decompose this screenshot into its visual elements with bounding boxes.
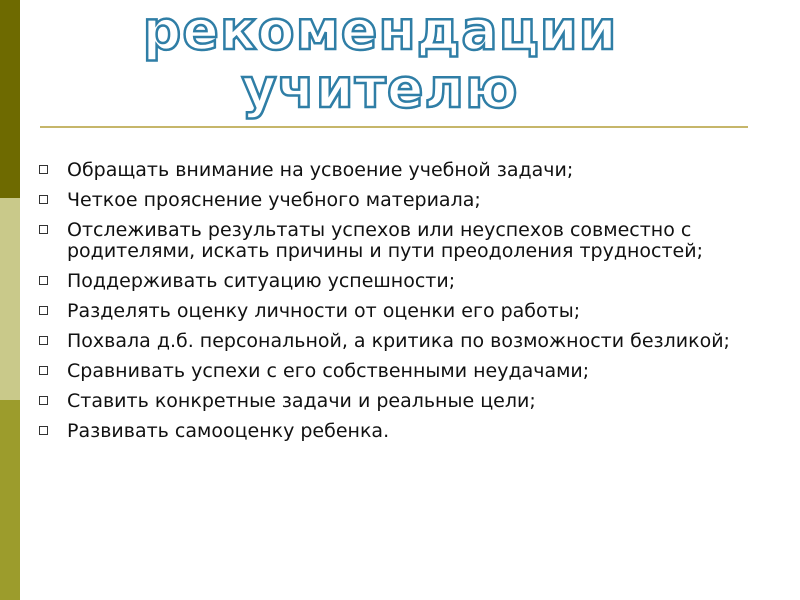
square-bullet-icon	[39, 165, 48, 174]
list-item	[38, 391, 758, 412]
square-bullet-icon	[39, 396, 48, 405]
list-item-text: Отслеживать результаты успехов или неуспехов совместно с родителями, искать причины и пути преодоления трудностей;	[67, 219, 703, 262]
square-bullet-icon	[39, 276, 48, 285]
recommendation-list	[38, 160, 758, 451]
square-bullet-icon	[39, 426, 48, 435]
list-item	[38, 421, 758, 442]
list-item	[38, 331, 758, 352]
list-item	[38, 190, 758, 211]
accent-bar-bottom	[0, 400, 20, 600]
square-bullet-icon	[39, 225, 48, 234]
square-bullet-icon	[39, 195, 48, 204]
square-bullet-icon	[39, 336, 48, 345]
list-item	[38, 271, 758, 292]
slide-title-line-2: учителю	[241, 57, 519, 120]
list-item-text: Развивать самооценку ребенка.	[67, 420, 390, 442]
list-item-text: Сравнивать успехи с его собственными неудачами;	[67, 360, 590, 382]
list-item-text: Похвала д.б. персональной, а критика по возможности безликой;	[67, 330, 730, 352]
list-item-text: Обращать внимание на усвоение учебной задачи;	[67, 159, 574, 181]
slide-title-line-1: рекомендации	[142, 0, 618, 62]
square-bullet-icon	[39, 306, 48, 315]
list-item-text: Поддерживать ситуацию успешности;	[67, 270, 456, 292]
list-item	[38, 220, 758, 262]
list-item-text: Четкое прояснение учебного материала;	[67, 189, 481, 211]
title-divider	[40, 126, 748, 128]
square-bullet-icon	[39, 366, 48, 375]
accent-bar-middle	[0, 198, 20, 400]
list-item-text: Разделять оценку личности от оценки его работы;	[67, 300, 581, 322]
list-item	[38, 301, 758, 322]
list-item-text: Ставить конкретные задачи и реальные цели;	[67, 390, 536, 412]
list-item	[38, 160, 758, 181]
list-item	[38, 361, 758, 382]
